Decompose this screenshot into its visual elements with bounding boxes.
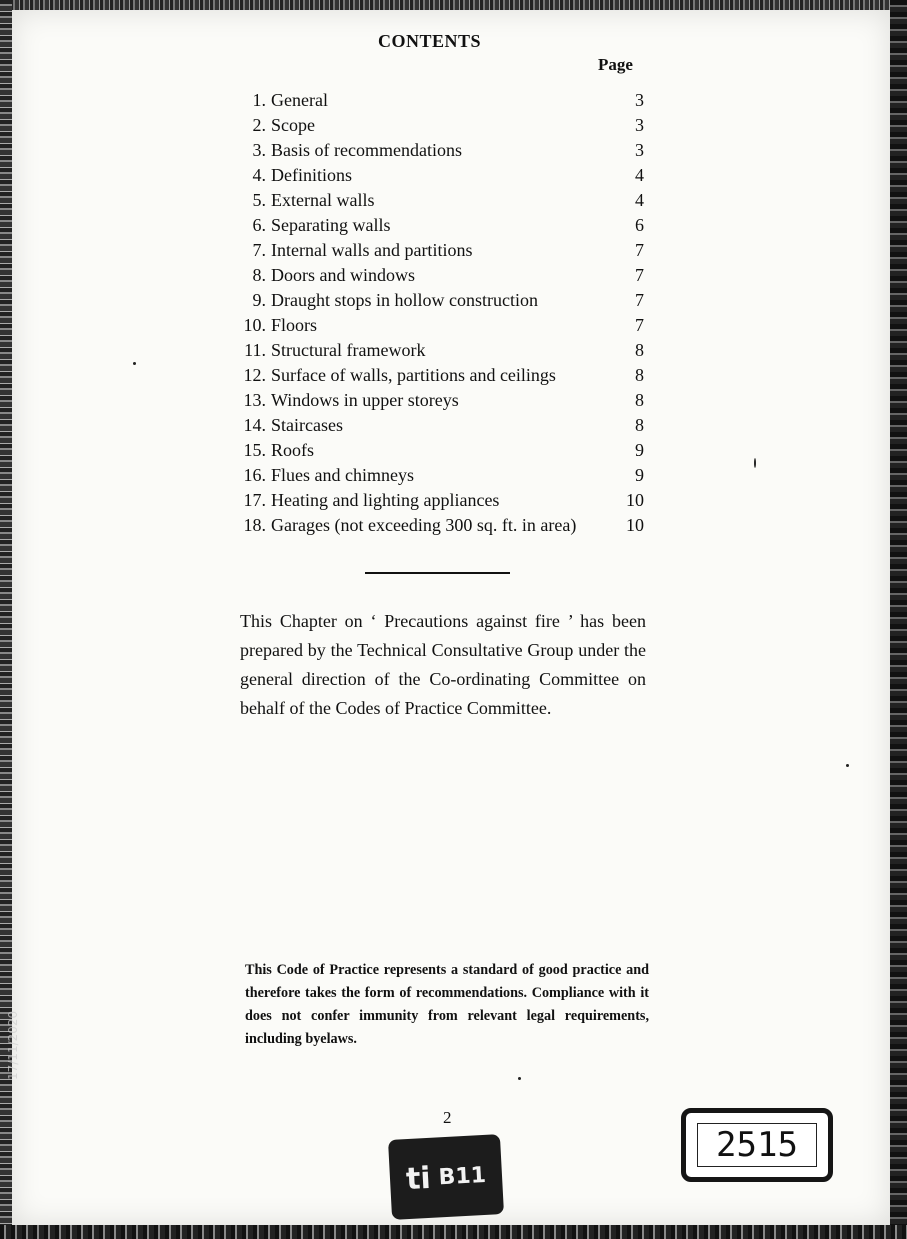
disclaimer-text: This Code of Practice represents a standard of good practice and therefore takes the form of recommendations. Compliance with it does not confer immunity from relevant legal requirements, including byelaws. [245,962,649,1047]
toc-entry [238,463,648,488]
toc-entry-number: 6. [252,215,266,235]
toc-entry [238,438,648,463]
toc-entry [238,88,648,113]
toc-entry-title: Garages (not exceeding 300 sq. ft. in area) [271,515,577,535]
toc-entry-page: 4 [635,190,644,210]
toc-entry-page: 4 [635,165,644,185]
toc-entry-title: Roofs [271,440,315,460]
toc-entry-page: 7 [635,240,644,260]
toc-entry-title: Draught stops in hollow construction [271,290,538,310]
document-id-box [681,1108,833,1182]
toc-entry [238,513,648,538]
toc-entry-number: 7. [252,240,266,260]
toc-entry-page: 8 [635,365,644,385]
toc-entry-number: 15. [243,440,266,460]
toc-entry-page: 8 [635,390,644,410]
toc-entry-page: 8 [635,415,644,435]
toc-entry-title: Structural framework [271,340,426,360]
toc-entry-page: 3 [635,140,644,160]
page-title: CONTENTS [378,31,482,51]
table-of-contents [238,88,648,538]
toc-entry [238,138,648,163]
toc-entry-page: 10 [626,490,644,510]
toc-entry-title: Floors [271,315,318,335]
toc-entry-number: 18. [243,515,266,535]
scan-edge-bottom [0,1225,907,1239]
scan-speck [133,362,136,365]
toc-entry-title: Flues and chimneys [271,465,414,485]
toc-entry-number: 5. [252,190,266,210]
toc-entry [238,313,648,338]
divider-rule [365,572,510,574]
page-number: 2 [443,1108,452,1127]
toc-entry-number: 2. [252,115,266,135]
toc-entry-title: Heating and lighting appliances [271,490,500,510]
scan-edge-right [890,0,907,1239]
scan-speck [846,764,849,767]
toc-entry-page: 9 [635,465,644,485]
toc-entry-title: External walls [271,190,375,210]
toc-entry [238,163,648,188]
toc-entry-number: 12. [243,365,266,385]
toc-entry-number: 8. [252,265,266,285]
toc-entry [238,288,648,313]
document-id: 2515 [697,1123,817,1167]
toc-entry [238,363,648,388]
toc-entry-title: Surface of walls, partitions and ceilings [271,365,556,385]
toc-entry-number: 9. [252,290,266,310]
side-date-stamp: 17/11/2020 [6,1010,20,1080]
toc-entry-number: 14. [243,415,266,435]
toc-entry-title: Definitions [271,165,352,185]
scan-speck [518,1077,521,1080]
toc-entry-page: 6 [635,215,644,235]
toc-entry-number: 17. [243,490,266,510]
toc-entry [238,213,648,238]
toc-entry [238,238,648,263]
toc-entry [238,488,648,513]
toc-entry-title: Scope [271,115,315,135]
toc-entry-page: 3 [635,90,644,110]
toc-entry-number: 13. [243,390,266,410]
toc-entry-title: Basis of recommendations [271,140,462,160]
toc-entry-page: 7 [635,265,644,285]
toc-entry-title: General [271,90,328,110]
toc-entry-page: 10 [626,515,644,535]
toc-entry [238,413,648,438]
toc-entry-page: 8 [635,340,644,360]
toc-entry-page: 7 [635,290,644,310]
ti-logo: ti [405,1160,432,1197]
toc-entry [238,263,648,288]
toc-entry-title: Windows in upper storeys [271,390,459,410]
toc-entry-number: 3. [252,140,266,160]
toc-entry [238,338,648,363]
chapter-note: This Chapter on ‘ Precautions against fire ’ has been prepared by the Technical Consultative Group under the general direction of the Co-ordinating Committee on behalf of the Codes of Practice Committee. [240,611,646,718]
toc-entry-number: 10. [243,315,266,335]
toc-entry [238,388,648,413]
toc-entry-page: 9 [635,440,644,460]
toc-entry-number: 4. [252,165,266,185]
toc-entry-title: Staircases [271,415,343,435]
page-column-label: Page [598,55,633,74]
toc-entry-number: 11. [244,340,266,360]
toc-entry-page: 3 [635,115,644,135]
toc-entry [238,188,648,213]
stamp-code: B11 [437,1162,487,1190]
toc-entry-title: Doors and windows [271,265,415,285]
toc-entry [238,113,648,138]
scan-speck [754,458,756,468]
toc-entry-number: 16. [243,465,266,485]
toc-entry-title: Internal walls and partitions [271,240,473,260]
toc-entry-number: 1. [252,90,266,110]
toc-entry-page: 7 [635,315,644,335]
toc-entry-title: Separating walls [271,215,391,235]
ti-b11-stamp [388,1134,504,1220]
